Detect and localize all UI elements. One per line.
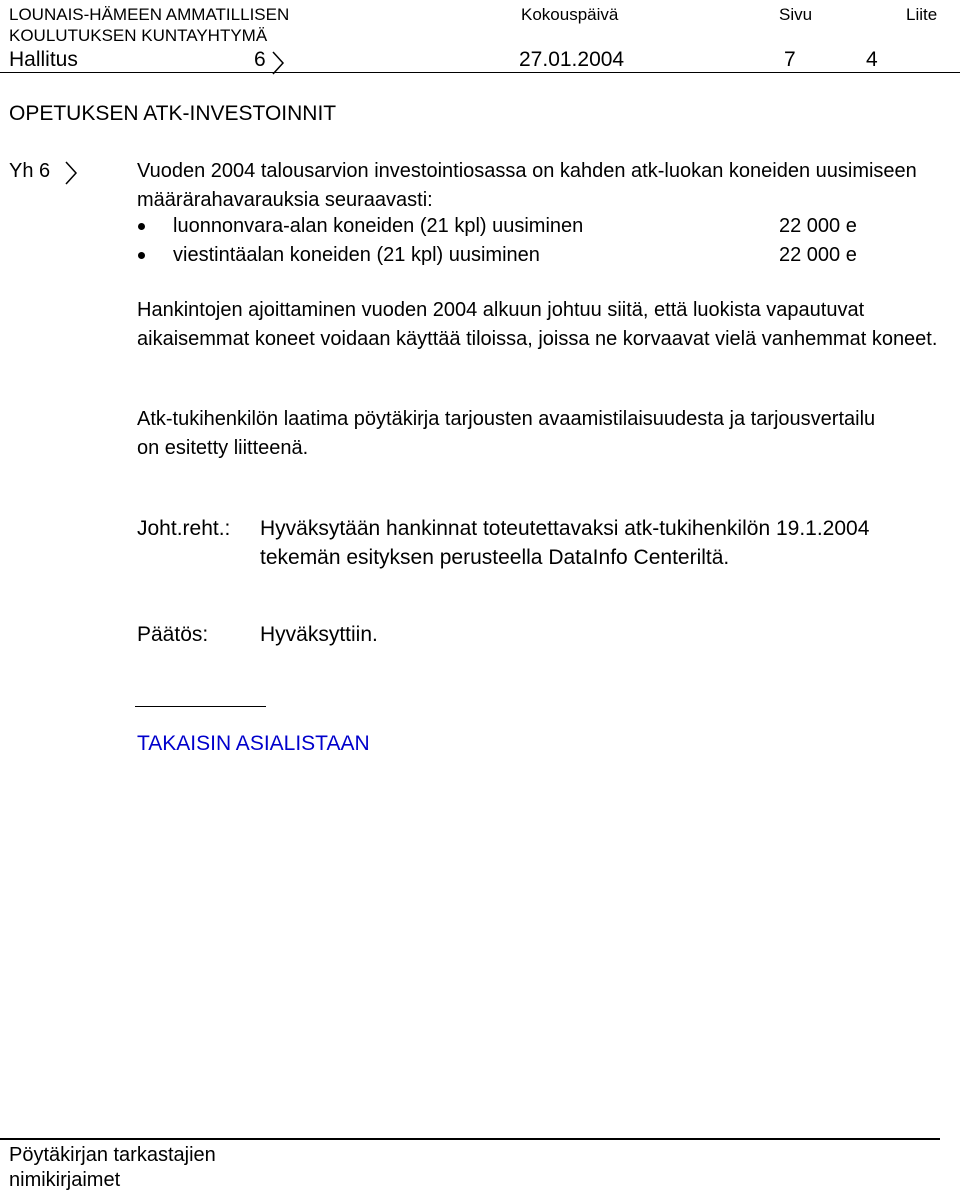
meeting-date-label: Kokouspäivä [521,5,619,24]
attachment-number: 4 [866,48,878,71]
board-name: Hallitus [9,48,78,71]
section-sign-icon [270,50,286,80]
page-label: Sivu [779,5,813,24]
section-sign-icon [63,160,79,190]
decision-text: Hyväksyttiin. [260,623,378,646]
intro-text: Vuoden 2004 talousarvion investointiosassa on kahden atk-luokan koneiden uusimiseen määrärahavarauksia seuraavasti: [137,160,917,211]
proposal-text: Hyväksytään hankinnat toteutettavaksi atk-tukihenkilön 19.1.2004 tekemän esityksen perusteella DataInfo Centeriltä. [260,517,870,569]
paragraph-timing: Hankintojen ajoittaminen vuoden 2004 alkuun johtuu siitä, että luokista vapautuvat aikaisemmat koneet voidaan käyttää tiloissa, joissa ne korvaavat vielä vanhemmat koneet. [137,299,938,350]
item-amount: 22 000 e [779,215,857,237]
item-amount: 22 000 e [779,244,857,266]
bullet-icon [138,223,145,230]
section-ref: Yh 6 [9,160,51,182]
closing-rule [135,706,266,707]
footer-initials-line1: Pöytäkirjan tarkastajien [9,1144,216,1166]
back-to-agenda-link[interactable]: TAKAISIN ASIALISTAAN [137,732,370,755]
item-label: luonnonvara-alan koneiden (21 kpl) uusiminen [173,215,584,237]
footer-divider [0,1138,940,1140]
org-name-line2: KOULUTUKSEN KUNTAYHTYMÄ [9,26,268,45]
header-divider [0,72,960,73]
footer-initials-line2: nimikirjaimet [9,1169,121,1191]
attachment-label: Liite [906,5,938,24]
paragraph-attachment: Atk-tukihenkilön laatima pöytäkirja tarjousten avaamistilaisuudesta ja tarjousvertailu on esitetty liitteenä. [137,408,876,459]
header-section-number: 6 [254,48,266,71]
bullet-icon [138,252,145,259]
proposal-label: Joht.reht.: [137,517,231,540]
page-number: 7 [784,48,796,71]
org-name-line1: LOUNAIS-HÄMEEN AMMATILLISEN [9,5,290,24]
document-title: OPETUKSEN ATK-INVESTOINNIT [9,102,337,125]
meeting-date: 27.01.2004 [519,48,625,71]
item-label: viestintäalan koneiden (21 kpl) uusiminen [173,244,540,266]
decision-label: Päätös: [137,623,209,646]
